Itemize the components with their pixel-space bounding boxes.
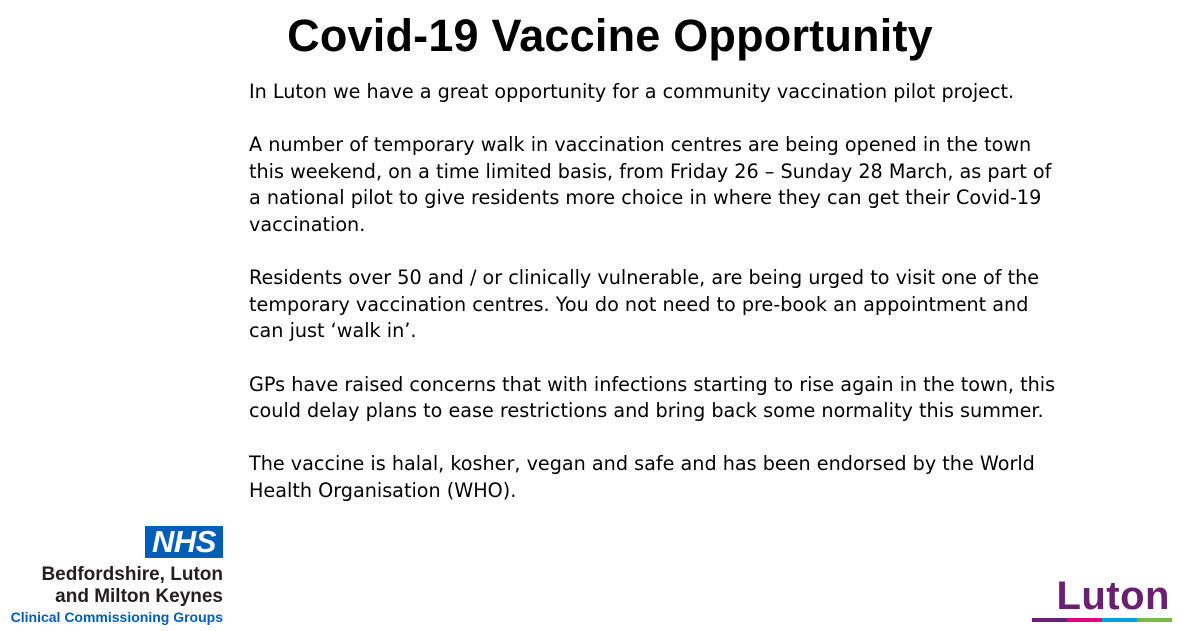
paragraph xyxy=(249,79,1049,106)
paragraph-line: could delay plans to ease restrictions and bring back some normality this summer. xyxy=(249,399,1044,423)
paragraph xyxy=(249,265,1049,345)
paragraph xyxy=(249,372,1056,425)
luton-underline-segment xyxy=(1067,618,1102,622)
paragraph-line: Health Organisation (WHO). xyxy=(249,478,517,502)
paragraph-line: In Luton we have a great opportunity for a community vaccination pilot project. xyxy=(249,80,1015,103)
paragraph-line: GPs have raised concerns that with infections starting to rise again in the town, this xyxy=(249,372,1056,396)
slide-body xyxy=(249,79,1056,531)
luton-logo-underline xyxy=(1032,618,1172,622)
paragraph-line: vaccination. xyxy=(249,212,366,236)
paragraph-line: a national pilot to give residents more choice in where they can get their Covid-19 xyxy=(249,186,1042,210)
nhs-ccg-logo xyxy=(10,524,230,628)
nhs-logo: NHS xyxy=(145,526,223,558)
paragraph xyxy=(249,451,1049,504)
nhs-org-line: and Milton Keynes xyxy=(55,586,223,607)
slide-title: Covid-19 Vaccine Opportunity xyxy=(287,10,933,61)
luton-council-logo xyxy=(1020,566,1180,626)
paragraph-line: temporary vaccination centres. You do not need to pre-book an appointment and xyxy=(249,292,1029,316)
paragraph-line: can just ‘walk in’. xyxy=(249,319,417,343)
luton-underline-segment xyxy=(1137,618,1172,622)
luton-logo-text: Luton xyxy=(1056,574,1170,618)
nhs-org-line: Bedfordshire, Luton xyxy=(41,564,223,585)
paragraph xyxy=(249,132,1052,238)
nhs-org-subtitle: Clinical Commissioning Groups xyxy=(10,609,223,625)
luton-underline-segment xyxy=(1102,618,1137,622)
paragraph-line: The vaccine is halal, kosher, vegan and safe and has been endorsed by the World xyxy=(249,452,1035,476)
paragraph-line: this weekend, on a time limited basis, from Friday 26 – Sunday 28 March, as part of xyxy=(249,159,1052,183)
nhs-org-name xyxy=(41,564,223,608)
paragraph-line: A number of temporary walk in vaccination centres are being opened in the town xyxy=(249,133,1032,157)
luton-underline-segment xyxy=(1032,618,1067,622)
paragraph-line: Residents over 50 and / or clinically vulnerable, are being urged to visit one of the xyxy=(249,266,1040,290)
